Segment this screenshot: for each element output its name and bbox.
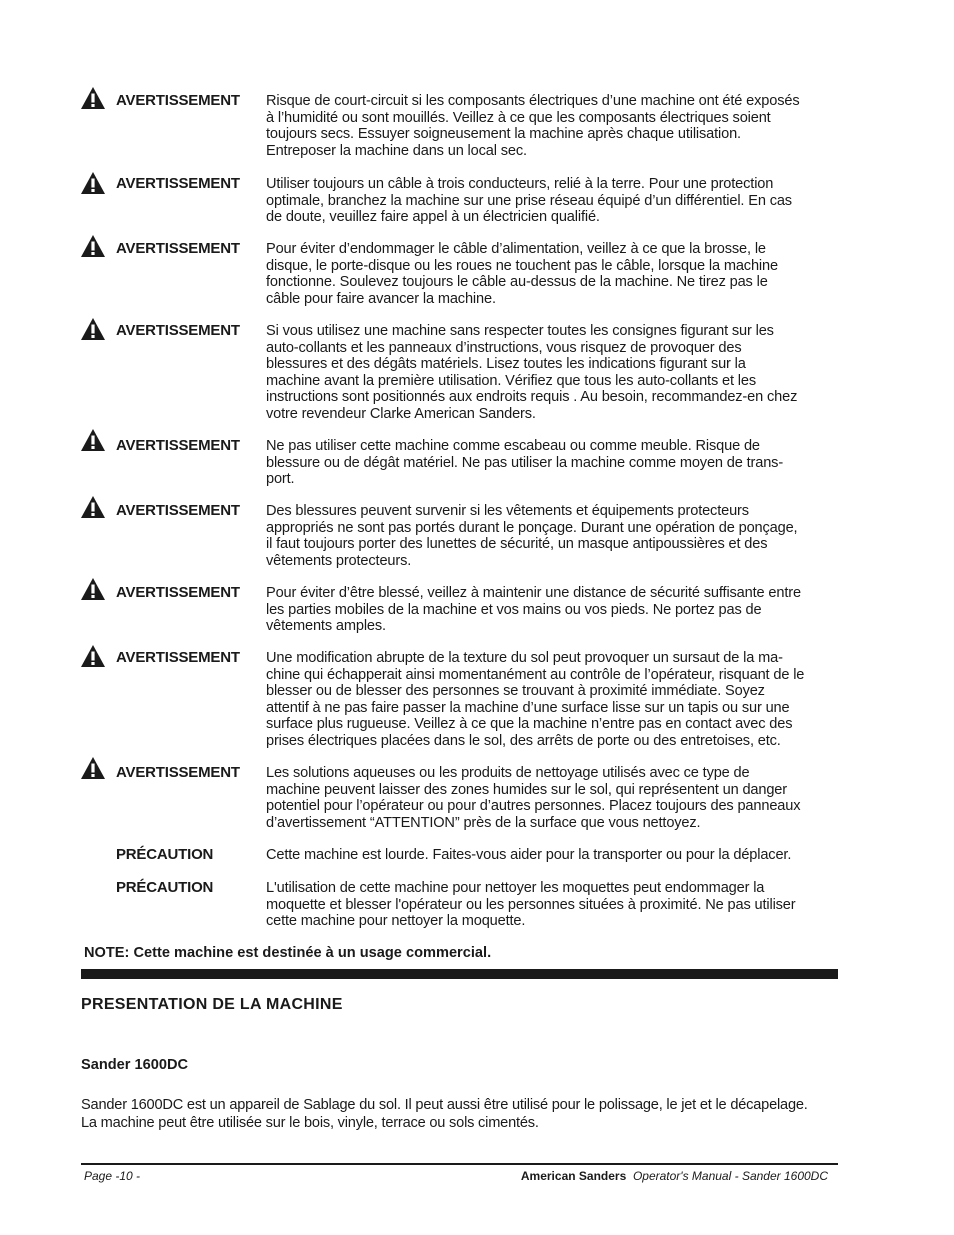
warning-label: AVERTISSEMENT	[116, 502, 240, 519]
entry-text	[266, 880, 846, 930]
warning-triangle-icon	[80, 577, 106, 601]
entry-text	[266, 438, 846, 488]
footer-divider	[81, 1163, 838, 1165]
footer-brand: American Sanders	[520, 1169, 627, 1183]
entry-text-line: chine qui échapperait ainsi momentanément au contrôle de l’opérateur, risquant de le	[266, 666, 805, 683]
entry-text-line: machine peuvent laisser des zones humides sur le sol, qui représentent un danger	[266, 781, 787, 798]
warning-label: AVERTISSEMENT	[116, 764, 240, 781]
section-divider	[81, 969, 838, 979]
entry-text-line: instructions sont positionnés aux endroits requis . Au besoin, recommandez-en chez	[266, 389, 798, 405]
entry-text-line: Risque de court-circuit si les composants électriques d’une machine ont été exposés	[266, 93, 800, 109]
entry-text-line: Pour éviter d’endommager le câble d’alimentation, veillez à ce que la brosse, le	[266, 241, 766, 257]
entry-text	[266, 176, 846, 226]
warning-label: AVERTISSEMENT	[116, 322, 240, 339]
entry-text	[266, 503, 846, 569]
model-title: Sander 1600DC	[81, 1057, 189, 1073]
entry-text-line: moquette et blesser l'opérateur ou les personnes situées à proximité. Ne pas utiliser	[266, 896, 796, 913]
entry-text-line: Si vous utilisez une machine sans respecter toutes les consignes figurant sur les	[266, 323, 774, 339]
entry-text-line: Une modification abrupte de la texture du sol peut provoquer un sursaut de la ma-	[266, 650, 783, 666]
warning-triangle-icon	[80, 171, 106, 195]
commercial-use-note: NOTE: Cette machine est destinée à un usage commercial.	[84, 945, 492, 961]
description-line: La machine peut être utilisée sur le bois, vinyle, terrace ou sols cimentés.	[81, 1115, 539, 1131]
warning-label: AVERTISSEMENT	[116, 649, 240, 666]
section-title: PRESENTATION DE LA MACHINE	[81, 996, 343, 1013]
entry-text-line: votre revendeur Clarke American Sanders.	[266, 405, 536, 422]
entry-text	[266, 650, 846, 749]
entry-text-line: attentif à ne pas faire passer la machine d’une surface lisse sur un tapis ou sur une	[266, 699, 790, 716]
entry-text-line: blessure ou de dégât matériel. Ne pas utiliser la machine comme moyen de trans-	[266, 454, 784, 471]
entry-text-line: Ne pas utiliser cette machine comme escabeau ou comme meuble. Risque de	[266, 438, 760, 454]
footer-manual: Operator's Manual - Sander 1600DC	[632, 1169, 828, 1183]
entry-text-line: disque, le porte-disque ou les roues ne touchent pas le câble, lorsque la machine	[266, 257, 778, 274]
entry-text	[266, 765, 846, 831]
machine-description	[81, 1096, 851, 1132]
warning-triangle-icon	[80, 317, 106, 341]
warning-label: AVERTISSEMENT	[116, 437, 240, 454]
entry-text-line: optimale, branchez la machine sur une prise réseau équipé d’un différentiel. En cas	[266, 192, 792, 209]
entry-text	[266, 847, 846, 864]
entry-text-line: Pour éviter d’être blessé, veillez à maintenir une distance de sécurité suffisante entre	[266, 585, 801, 601]
footer-manual-title	[521, 1169, 828, 1183]
entry-text-line: à l’humidité ou sont mouillés. Veillez à ce que les composants électriques soient	[266, 109, 771, 126]
entry-text-line: de doute, veuillez faire appel à un électricien qualifié.	[266, 209, 600, 225]
entry-text	[266, 93, 846, 159]
warning-label: AVERTISSEMENT	[116, 240, 240, 257]
entry-text-line: fonctionne. Soulevez toujours le câble au-dessus de la machine. Ne tirez pas le	[266, 274, 768, 290]
entry-text-line: blessures et des dégâts matériels. Lisez toutes les indications figurant sur la	[266, 356, 746, 372]
entry-text-line: port.	[266, 471, 295, 487]
warning-label: AVERTISSEMENT	[116, 92, 240, 109]
warning-triangle-icon	[80, 644, 106, 668]
entry-text-line: L'utilisation de cette machine pour nettoyer les moquettes peut endommager la	[266, 880, 765, 896]
warning-triangle-icon	[80, 756, 106, 780]
entry-text-line: câble pour faire avancer la machine.	[266, 290, 496, 307]
entry-text-line: potentiel pour l’opérateur ou pour d’autres personnes. Placez toujours des panneaux	[266, 798, 801, 814]
entry-text-line: Les solutions aqueuses ou les produits de nettoyage utilisés avec ce type de	[266, 765, 750, 781]
entry-text-line: appropriés ne sont pas portés durant le ponçage. Durant une opération de ponçage,	[266, 519, 798, 536]
entry-text-line: vêtements protecteurs.	[266, 552, 412, 569]
entry-text-line: Cette machine est lourde. Faites-vous aider pour la transporter ou pour la déplacer.	[266, 847, 792, 863]
caution-label: PRÉCAUTION	[116, 846, 214, 863]
warning-triangle-icon	[80, 428, 106, 452]
warning-triangle-icon	[80, 86, 106, 110]
entry-text-line: toujours secs. Essuyer soigneusement la machine après chaque utilisation.	[266, 126, 741, 142]
entry-text-line: vêtements amples.	[266, 618, 386, 634]
entry-text-line: Des blessures peuvent survenir si les vêtements et équipements protecteurs	[266, 503, 749, 519]
warning-triangle-icon	[80, 495, 106, 519]
entry-text-line: prises électriques placées dans le sol, des arrêts de porte ou des entretoises, etc.	[266, 732, 781, 749]
warning-label: AVERTISSEMENT	[116, 175, 240, 192]
warning-label: AVERTISSEMENT	[116, 584, 240, 601]
caution-label: PRÉCAUTION	[116, 879, 214, 896]
entry-text-line: cette machine pour nettoyer la moquette.	[266, 913, 526, 929]
page-number: Page -10 -	[84, 1169, 141, 1183]
entry-text	[266, 323, 846, 422]
entry-text-line: les parties mobiles de la machine et vos mains ou vos pieds. Ne portez pas de	[266, 601, 762, 618]
entry-text-line: auto-collants et les panneaux d’instructions, vous risquez de provoquer des	[266, 339, 742, 356]
entry-text-line: d’avertissement “ATTENTION” près de la surface que vous nettoyez.	[266, 814, 701, 831]
entry-text-line: Entreposer la machine dans un local sec.	[266, 142, 527, 159]
entry-text-line: Utiliser toujours un câble à trois conducteurs, relié à la terre. Pour une protection	[266, 176, 774, 192]
entry-text-line: surface plus rugueuse. Veillez à ce que la machine n’entre pas en contact avec des	[266, 716, 793, 732]
description-line: Sander 1600DC est un appareil de Sablage du sol. Il peut aussi être utilisé pour le polissage, le jet et le décapelage.	[81, 1097, 808, 1113]
entry-text	[266, 585, 846, 635]
entry-text	[266, 241, 846, 307]
entry-text-line: machine avant la première utilisation. Vérifiez que tous les auto-collants et les	[266, 372, 756, 389]
entry-text-line: il faut toujours porter des lunettes de sécurité, un masque antipoussières et des	[266, 536, 768, 552]
entry-text-line: blesser ou de blesser des personnes se trouvant à proximité immédiate. Soyez	[266, 683, 765, 699]
warning-triangle-icon	[80, 234, 106, 258]
